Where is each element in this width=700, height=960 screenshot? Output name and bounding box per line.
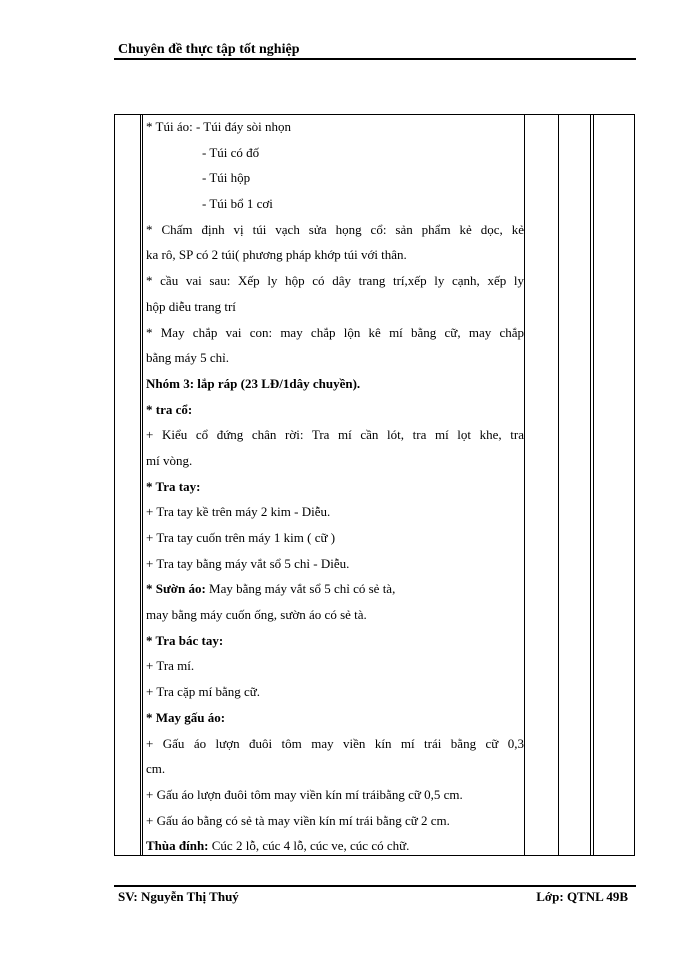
text-line: mí vòng. (146, 452, 193, 468)
header-divider (114, 58, 636, 60)
text-line: + Gấu áo bằng có sẻ tà may viền kín mí trái bằng cữ 2 cm. (146, 812, 450, 828)
table-col-divider-2 (524, 114, 525, 856)
text-line: * Túi áo: - Túi đáy sòi nhọn (146, 119, 292, 134)
text-line: + Tra tay bằng máy vắt sổ 5 chỉ - Diễu. (146, 555, 350, 571)
table-content-cell (146, 114, 524, 859)
footer-class-name: Lớp: QTNL 49B (536, 889, 628, 904)
subheading-may-gau-ao: * May gấu áo: (146, 709, 226, 725)
text-line: - Túi có đố (202, 144, 260, 160)
subheading-tra-co: * tra cổ: (146, 401, 193, 417)
table-col-divider-4b (593, 114, 594, 856)
table-col-divider-3 (558, 114, 559, 856)
text-line: cm. (146, 761, 166, 777)
text-line: + Gấu áo lượn đuôi tôm may viền kín mí trái bằng cữ 0,3 (146, 735, 524, 751)
text-line: - Túi hộp (202, 170, 251, 186)
page-header-title: Chuyên đề thực tập tốt nghiệp (118, 42, 300, 57)
subheading-thua-dinh: Thùa đính: (146, 838, 209, 854)
text-line: + Kiểu cổ đứng chân rời: Tra mí cần lót, tra mí lọt khe, tra (146, 427, 524, 443)
text-line-suon-ao (146, 576, 524, 602)
subheading-tra-bac-tay: * Tra bác tay: (146, 632, 224, 648)
text-thua-dinh: Cúc 2 lỗ, cúc 4 lỗ, cúc ve, cúc có chữ. (211, 838, 410, 854)
table-col-divider-1b (142, 114, 143, 856)
text-line: + Gấu áo lượn đuôi tôm may viền kín mí tráibằng cữ 0,5 cm. (146, 786, 463, 802)
text-line: * cầu vai sau: Xếp ly hộp có dây trang trí,xếp ly cạnh, xếp ly (146, 273, 524, 289)
footer-divider (114, 885, 636, 887)
text-line: may bằng máy cuốn ống, sườn áo có sẻ tà. (146, 607, 367, 623)
text-line: bằng máy 5 chỉ. (146, 350, 230, 366)
subheading-tra-tay: * Tra tay: (146, 478, 201, 494)
text-line: + Tra tay kề trên máy 2 kim - Diễu. (146, 504, 331, 520)
text-line: + Tra cặp mí bằng cữ. (146, 684, 261, 700)
text-line: + Tra mí. (146, 658, 195, 674)
text-line: + Tra tay cuốn trên máy 1 kim ( cữ ) (146, 530, 336, 545)
text-line: - Túi bổ 1 cơi (202, 196, 273, 212)
table-col-divider-4 (590, 114, 591, 856)
subheading-suon-ao: * Sườn áo: (146, 581, 206, 597)
text-suon-ao: May bằng máy vắt sổ 5 chỉ có sẻ tà, (209, 581, 396, 597)
text-line: * May chắp vai con: may chắp lộn kê mí bằng cữ, may chắp (146, 324, 524, 340)
text-line-thua-dinh (146, 833, 524, 859)
section-heading-group-3: Nhóm 3: lắp ráp (23 LĐ/1dây chuyền). (146, 375, 361, 391)
table-col-divider-1 (140, 114, 141, 856)
text-line: hộp diễu trang trí (146, 298, 236, 314)
text-line: ka rô, SP có 2 túi( phương pháp khớp túi với thân. (146, 247, 407, 263)
footer-student-name: SV: Nguyễn Thị Thuý (118, 889, 239, 904)
text-line: * Chấm định vị túi vạch sửa họng cổ: sản phẩm kẻ dọc, kẻ (146, 221, 524, 237)
